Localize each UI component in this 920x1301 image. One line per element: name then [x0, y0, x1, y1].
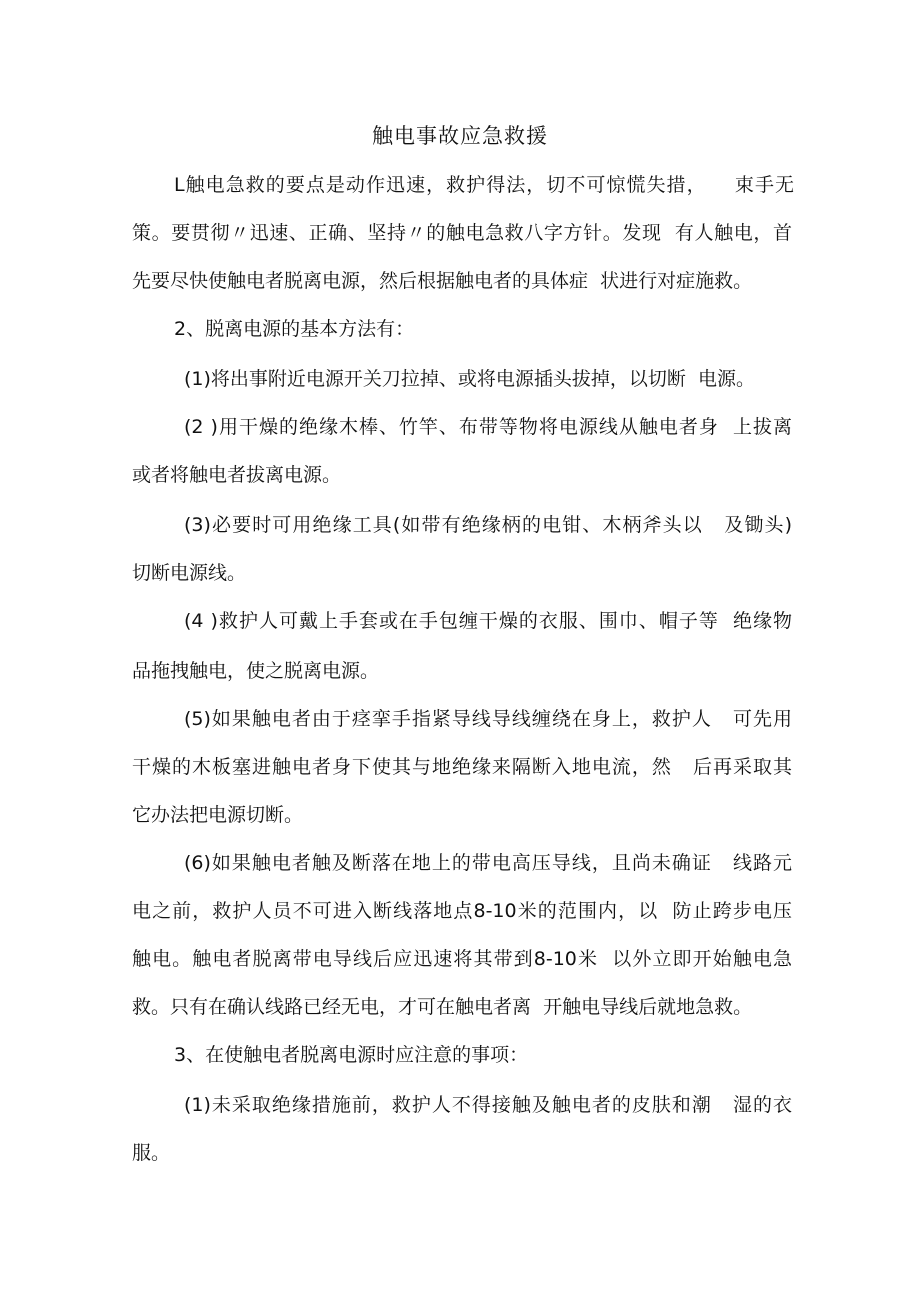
paragraph-line: (3)必要时可用绝缘工具(如带有绝缘柄的电钳、木柄斧头以 及锄头) [184, 514, 792, 536]
paragraph-line: 服。 [132, 1142, 171, 1164]
paragraph-line: 或者将触电者拔离电源。 [132, 464, 342, 486]
paragraph-line: 电之前，救护人员不可进入断线落地点8-10米的范围内，以 防止跨步电压 [132, 900, 792, 922]
paragraph-line: 先要尽快使触电者脱离电源，然后根据触电者的具体症 状进行对症施救。 [132, 270, 753, 292]
paragraph-line: (2 )用干燥的绝缘木棒、竹竿、布带等物将电源线从触电者身 上拔离 [184, 416, 792, 438]
document-title: 触电事故应急救援 [372, 124, 548, 148]
paragraph-line: (5)如果触电者由于痉挛手指紧导线导线缠绕在身上，救护人 可先用 [184, 708, 792, 730]
paragraph-line: 它办法把电源切断。 [132, 804, 304, 826]
section-heading: 3、在使触电者脱离电源时应注意的事项： [174, 1044, 529, 1066]
paragraph-line: 救。只有在确认线路已经无电，才可在触电者离 开触电导线后就地急救。 [132, 996, 753, 1018]
paragraph-line: (6)如果触电者触及断落在地上的带电高压导线，且尚未确证 线路元 [184, 852, 792, 874]
paragraph-line: 触电。触电者脱离带电导线后应迅速将其带到8-10米 以外立即开始触电急 [132, 948, 792, 970]
paragraph-line: 品拖拽触电，使之脱离电源。 [132, 660, 380, 682]
section-heading: 2、脱离电源的基本方法有： [174, 318, 415, 340]
paragraph-line: (1)未采取绝缘措施前，救护人不得接触及触电者的皮肤和潮 湿的衣 [184, 1094, 792, 1116]
paragraph-line: 干燥的木板塞进触电者身下使其与地绝缘来隔断入地电流，然 后再采取其 [132, 756, 792, 778]
paragraph-line: 切断电源线。 [132, 562, 247, 584]
paragraph-line: 策。要贯彻〃迅速、正确、坚持〃的触电急救八字方针。发现 有人触电，首 [132, 222, 792, 244]
paragraph-line: (4 )救护人可戴上手套或在手包缠干燥的衣服、围巾、帽子等 绝缘物 [184, 610, 792, 632]
paragraph-line: (1)将出事附近电源开关刀拉掉、或将电源插头拔掉，以切断 电源。 [184, 368, 755, 390]
paragraph-line: L触电急救的要点是动作迅速，救护得法，切不可惊慌失措， 束手无 [174, 174, 794, 196]
